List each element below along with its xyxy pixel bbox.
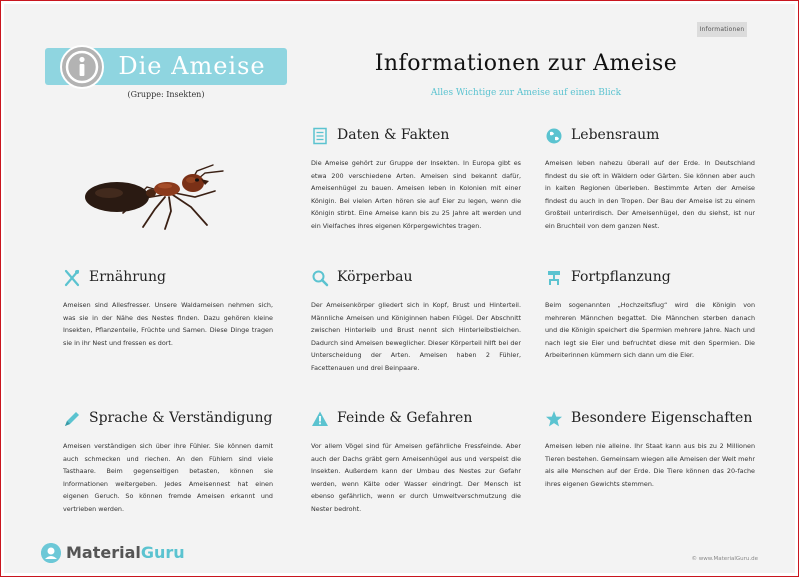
section-title: Daten & Fakten xyxy=(337,127,450,143)
page-title: Informationen zur Ameise xyxy=(374,51,678,76)
section-title: Ernährung xyxy=(89,269,166,285)
globe-icon xyxy=(545,127,563,145)
section-text: Der Ameisenkörper gliedert sich in Kopf, Brust und Hinterteil. Männliche Ameisen und Königinnen haben Flügel. Der Abschnitt zwischen Hinterleib und Brust nennt sich Hinterleibstielchen. Dadurch sind Ameisen beweglicher. Dieser Körperteil hilft bei der Unterscheidung der Arten. Ameisen haben 2 Fühler, Facettenauen und drei Beinpaare. xyxy=(311,301,521,372)
section-lebensraum xyxy=(545,125,755,232)
section-title: Sprache & Verständigung xyxy=(89,410,273,426)
banner-title: Die Ameise xyxy=(118,52,266,80)
info-icon xyxy=(60,45,104,89)
section-text: Vor allem Vögel sind für Ameisen gefährliche Fressfeinde. Aber auch der Dachs gräbt gern Ameisenhügel aus und verspeist die Insekten. Außerdem kann der Umbau des Nestes zur Gefahr werden, wenn Kälte oder Wasser eindringt. Der Mensch ist ebenso gefährlich, wenn er durch Umweltverschmutzung die Nester bedroht. xyxy=(311,442,521,513)
section-besondere xyxy=(545,408,755,490)
section-sprache xyxy=(63,408,273,515)
guru-logo-icon xyxy=(41,543,61,563)
section-text: Ameisen sind Allesfresser. Unsere Waldameisen nehmen sich, was sie in der Nähe des Nestes finden. Dazu gehören kleine Insekten, Pflanzenteile, Früchte und Samen. Diese Dinge tragen sie in ihr Nest und fressen es dort. xyxy=(63,301,273,347)
section-title: Körperbau xyxy=(337,269,413,285)
list-icon xyxy=(311,127,329,145)
section-title: Besondere Eigenschaften xyxy=(571,410,753,426)
banner-subtitle: (Gruppe: Insekten) xyxy=(127,90,205,99)
section-title: Fortpflanzung xyxy=(571,269,671,285)
pencil-icon xyxy=(63,410,81,428)
section-koerperbau xyxy=(311,267,521,374)
section-ernaehrung xyxy=(63,267,273,349)
ant-photo xyxy=(67,151,267,231)
page-subtitle: Alles Wichtige zur Ameise auf einen Blick xyxy=(430,88,622,98)
section-feinde xyxy=(311,408,521,515)
section-daten xyxy=(311,125,521,232)
section-title: Feinde & Gefahren xyxy=(337,410,473,426)
section-fortpflanzung xyxy=(545,267,755,362)
warning-icon xyxy=(311,410,329,428)
section-text: Ameisen leben nahezu überall auf der Erde. In Deutschland findest du sie oft in Wäldern oder Gärten. Sie können aber auch in kalten Regionen überleben. Bestimmte Arten der Ameise findest du auch in den Tropen. Der Bau der Ameise ist zu einem Großteil unterirdisch. Der Ameisenhügel, den du siehst, ist nur ein Bruchteil von dem ganzen Nest. xyxy=(545,159,755,230)
section-text: Ameisen leben nie alleine. Ihr Staat kann aus bis zu 2 Millionen Tieren bestehen. Gemeinsam wiegen alle Ameisen der Welt mehr als alle Menschen auf der Erde. Die Tiere können das 20-fache ihres eigenen Gewichts stemmen. xyxy=(545,442,755,488)
section-text: Die Ameise gehört zur Gruppe der Insekten. In Europa gibt es etwa 200 verschiedene Arten. Ameisen sind bekannt dafür, Ameisenhügel zu bauen. Ameisen leben in Kolonien mit einer Königin. Bei vielen Arten hören sie auf Eier zu legen, wenn die Königin stirbt. Eine Ameise kann bis zu 25 Jahre alt werden und ein Vielfaches ihres eigenen Körpergewichtes tragen. xyxy=(311,159,521,230)
magnifier-icon xyxy=(311,269,329,287)
section-text: Beim sogenannten „Hochzeitsflug“ wird die Königin von mehreren Männchen begattet. Die Männchen sterben danach und die Königin speichert die Spermien mehrere Jahre. Nach und nach legt sie Eier und befruchtet diese mit den Spermien. Die Arbeiterinnen kümmern sich dann um die Eier. xyxy=(545,301,755,359)
section-title: Lebensraum xyxy=(571,127,660,143)
copyright: © www.MaterialGuru.de xyxy=(691,556,758,562)
brand-name-part1: Material xyxy=(66,543,141,562)
tree-icon xyxy=(545,269,563,287)
star-icon xyxy=(545,410,563,428)
utensils-icon xyxy=(63,269,81,287)
section-text: Ameisen verständigen sich über ihre Fühler. Sie können damit auch schmecken und riechen. An den Fühlern sind viele Tasthaare. Beim gegenseitigen betasten, können sie Informationen weitergeben. Jedes Ameisennest hat einen eigenen Geruch. So können fremde Ameisen erkannt und vertrieben werden. xyxy=(63,442,273,513)
top-tag: Informationen xyxy=(697,22,747,37)
brand-name-part2: Guru xyxy=(140,543,185,562)
